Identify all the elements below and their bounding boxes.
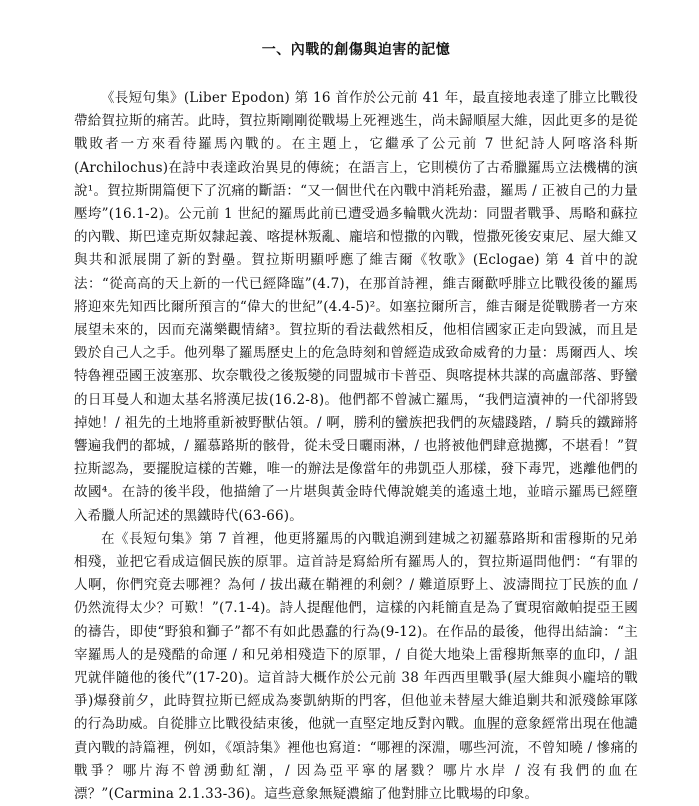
document-page <box>74 40 638 806</box>
body-paragraph-2: 在《長短句集》第 7 首裡，他更將羅馬的內戰追溯到建城之初羅慕路斯和雷穆斯的兄弟相殘，並把它看成這個民族的原罪。這首詩是寫給所有羅馬人的，賀拉斯逼問他們：“有罪的人啊，你們究竟去哪裡？為何 / 拔出藏在鞘裡的利劍？/ 難道原野上、波濤間拉丁民族的血 / 仍然流得太少？可歎！”(7.1-4)。詩人提醒他們，這樣的內耗簡直是為了實現宿敵帕提亞王國的禱告，即使“野狼和獅子”都不有如此愚蠢的行為(9-12)。在作品的最後，他得出結論：“主宰羅馬人的是殘酷的命運 / 和兄弟相殘造下的原罪，/ 自從大地染上雷穆斯無辜的血印，/ 詛咒就伴隨他的後代”(17-20)。這首詩大概作於公元前 38 年西西里戰爭(屋大維與小龐培的戰爭)爆發前夕，此時賀拉斯已經成為麥凱納斯的門客，但他並未替屋大維追剿共和派殘餘軍隊的行為助威。自從腓立比戰役結束後，他就一直堅定地反對內戰。血腥的意象經常出現在他譴責內戰的詩篇裡，例如，《頌詩集》裡他也寫道：“哪裡的深淵，哪些河流，不曾知曉 / 慘痛的戰爭？哪片海不曾湧動紅潮，/ 因為亞平寧的屠戮？哪片水岸 / 沒有我們的血在漂？”(Carmina 2.1.33-36)。這些意象無疑濃縮了他對腓立比戰場的印象。 <box>74 530 638 803</box>
section-title: 一、內戰的創傷與迫害的記憶 <box>261 42 451 58</box>
body-paragraph-1: 《長短句集》(Liber Epodon) 第 16 首作於公元前 41 年，最直接地表達了腓立比戰役帶給賀拉斯的痛苦。此時，賀拉斯剛剛從戰場上死裡逃生，尚未歸順屋大維，因此更多的是從戰敗者一方來看待羅馬內戰的。在主題上，它繼承了公元前 7 世紀詩人阿喀洛科斯(Archilochus)在詩中表達政治異見的傳統；在語言上，它則模仿了古希臘羅馬立法機構的演說¹。賀拉斯開篇便下了沉痛的斷語：“又一個世代在內戰中消耗殆盡，羅馬 / 正被自己的力量壓垮”(16.1-2)。公元前 1 世紀的羅馬此前已遭受過多輪戰火洗劫：同盟者戰爭、馬略和蘇拉的內戰、斯巴達克斯奴隸起義、喀提林叛亂、龐培和愷撒的內戰，愷撒死後安東尼、屋大維又與共和派展開了新的對壘。賀拉斯明顯呼應了維吉爾《牧歌》(Eclogae) 第 4 首中的說法：“從高高的天上新的一代已經降臨”(4.7)，在那首詩裡，維吉爾歡呼腓立比戰役後的羅馬將迎來先知西比爾所預言的“偉大的世紀”(4.4-5)²。如塞拉爾所言，維吉爾是從戰勝者一方來展望未來的，因而充滿樂觀情緒³。賀拉斯的看法截然相反，他相信國家正走向毀滅，而且是毀於自己人之手。他列舉了羅馬歷史上的危急時刻和曾經造成致命威脅的力量：馬爾西人、埃特魯裡亞國王波塞那、坎奈戰役之後叛變的同盟城市卡普亞、與喀提林共謀的高盧部落、野蠻的日耳曼人和迦太基名將漢尼拔(16.2-8)。他們都不曾滅亡羅馬，“我們這瀆神的一代卻將毀掉她！/ 祖先的土地將重新被野獸佔領。/ 啊，勝利的蠻族把我們的灰燼踐踏，/ 騎兵的鐵蹄將響遍我們的都城，/ 羅慕路斯的骸骨，從未受日曬雨淋，/ 也將被他們肆意拋擲，不堪看！”賀拉斯認為，要擺脫這樣的苦難，唯一的辦法是像當年的弗凱亞人那樣，發下毒咒，逃離他們的故國⁴。在詩的後半段，他描繪了一片堪與黃金時代傳說媲美的遙遠土地，並暗示羅馬已經墮入希臘人所記述的黑鐵時代(63-66)。 <box>74 90 638 524</box>
